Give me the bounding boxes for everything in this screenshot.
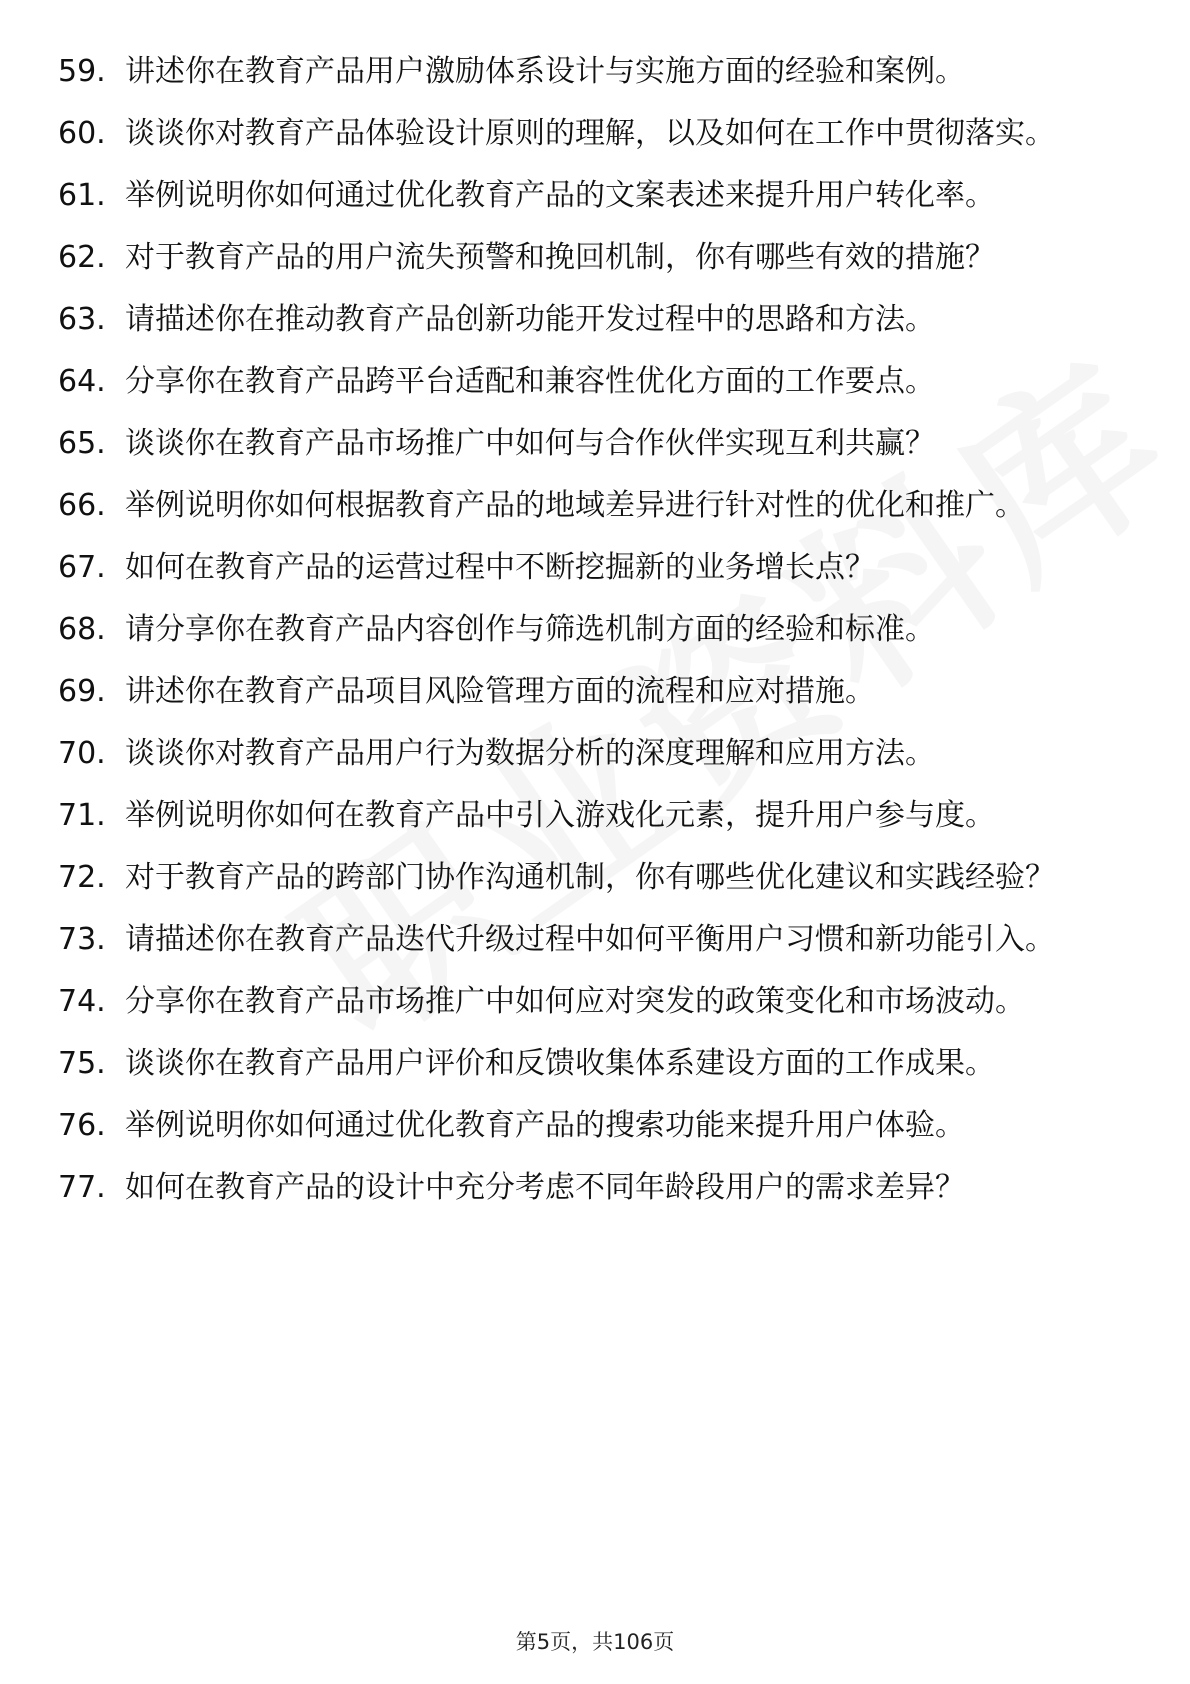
question-number: 63.: [58, 302, 106, 337]
page-footer: [0, 1628, 1190, 1656]
list-item: [58, 1044, 1118, 1084]
question-text: 讲述你在教育产品用户激励体系设计与实施方面的经验和案例。: [125, 54, 965, 89]
question-number: 65.: [58, 426, 106, 461]
list-item: [58, 52, 1118, 92]
question-number: 70.: [58, 736, 106, 771]
question-number: 71.: [58, 798, 106, 833]
question-number: 59.: [58, 54, 106, 89]
question-number: 73.: [58, 922, 106, 957]
question-text: 请描述你在教育产品迭代升级过程中如何平衡用户习惯和新功能引入。: [125, 922, 1055, 957]
question-text: 谈谈你对教育产品用户行为数据分析的深度理解和应用方法。: [125, 736, 935, 771]
question-text: 谈谈你在教育产品市场推广中如何与合作伙伴实现互利共赢？: [125, 426, 935, 461]
list-item: [58, 920, 1118, 960]
question-number: 67.: [58, 550, 106, 585]
question-text: 请描述你在推动教育产品创新功能开发过程中的思路和方法。: [125, 302, 935, 337]
question-number: 66.: [58, 488, 106, 523]
list-item: [58, 858, 1118, 898]
list-item: [58, 982, 1118, 1022]
question-text: 谈谈你在教育产品用户评价和反馈收集体系建设方面的工作成果。: [125, 1046, 995, 1081]
question-text: 举例说明你如何根据教育产品的地域差异进行针对性的优化和推广。: [125, 488, 1025, 523]
list-item: [58, 486, 1118, 526]
question-text: 讲述你在教育产品项目风险管理方面的流程和应对措施。: [125, 674, 875, 709]
question-number: 62.: [58, 240, 106, 275]
question-text: 举例说明你如何在教育产品中引入游戏化元素，提升用户参与度。: [125, 798, 995, 833]
question-number: 69.: [58, 674, 106, 709]
question-text: 举例说明你如何通过优化教育产品的文案表述来提升用户转化率。: [125, 178, 995, 213]
question-text: 分享你在教育产品跨平台适配和兼容性优化方面的工作要点。: [125, 364, 935, 399]
list-item: [58, 176, 1118, 216]
list-item: [58, 734, 1118, 774]
question-text: 举例说明你如何通过优化教育产品的搜索功能来提升用户体验。: [125, 1108, 965, 1143]
question-number: 72.: [58, 860, 106, 895]
list-item: [58, 114, 1118, 154]
question-text: 如何在教育产品的运营过程中不断挖掘新的业务增长点？: [125, 550, 875, 585]
question-number: 68.: [58, 612, 106, 647]
list-item: [58, 238, 1118, 278]
question-number: 60.: [58, 116, 106, 151]
page-number: 第5页，共106页: [515, 1630, 675, 1654]
question-number: 77.: [58, 1170, 106, 1205]
list-item: [58, 362, 1118, 402]
list-item: [58, 610, 1118, 650]
list-item: [58, 548, 1118, 588]
question-text: 对于教育产品的用户流失预警和挽回机制，你有哪些有效的措施？: [125, 240, 995, 275]
list-item: [58, 796, 1118, 836]
question-text: 请分享你在教育产品内容创作与筛选机制方面的经验和标准。: [125, 612, 935, 647]
question-text: 如何在教育产品的设计中充分考虑不同年龄段用户的需求差异？: [125, 1170, 965, 1205]
question-number: 75.: [58, 1046, 106, 1081]
list-item: [58, 1168, 1118, 1208]
question-text: 谈谈你对教育产品体验设计原则的理解，以及如何在工作中贯彻落实。: [125, 116, 1055, 151]
list-item: [58, 672, 1118, 712]
question-text: 分享你在教育产品市场推广中如何应对突发的政策变化和市场波动。: [125, 984, 1025, 1019]
list-item: [58, 300, 1118, 340]
question-list: [58, 52, 1118, 1230]
question-number: 76.: [58, 1108, 106, 1143]
question-number: 74.: [58, 984, 106, 1019]
question-text: 对于教育产品的跨部门协作沟通机制，你有哪些优化建议和实践经验？: [125, 860, 1055, 895]
question-number: 61.: [58, 178, 106, 213]
question-number: 64.: [58, 364, 106, 399]
list-item: [58, 424, 1118, 464]
list-item: [58, 1106, 1118, 1146]
